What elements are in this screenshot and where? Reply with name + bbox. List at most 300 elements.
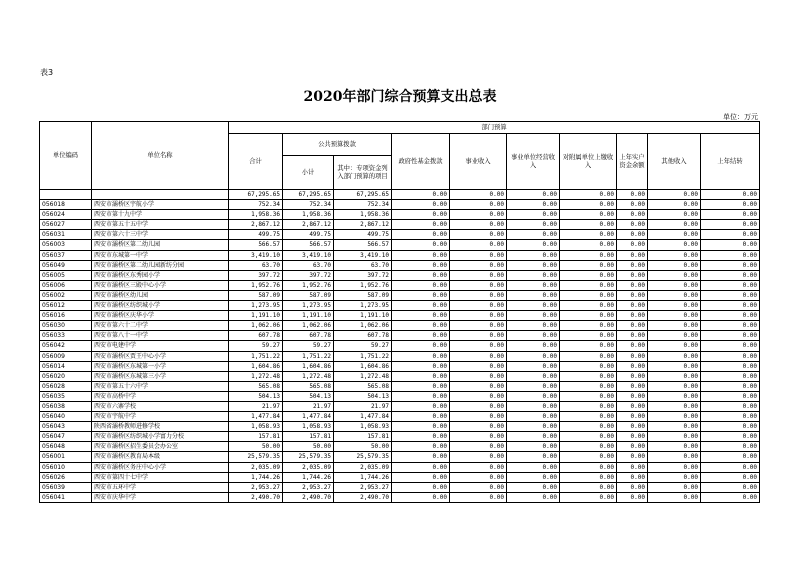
cell-prior-balance: 0.00 (617, 442, 648, 452)
cell-business-income: 0.00 (450, 462, 507, 472)
cell-gov-fund: 0.00 (392, 331, 450, 341)
cell-subordinate-income: 0.00 (560, 240, 617, 250)
cell-unit-code: 056001 (40, 452, 92, 462)
cell-included-special: 3,419.10 (334, 250, 392, 260)
cell-unit-name: 西安市灞桥区第二幼儿园 (92, 240, 229, 250)
cell-unit-name: 西安市宇航中学 (92, 412, 229, 422)
cell-total: 1,062.06 (229, 321, 283, 331)
cell-total: 157.81 (229, 432, 283, 442)
cell-carryover: 0.00 (701, 371, 760, 381)
cell-operating-income: 0.00 (507, 190, 560, 200)
cell-total: 504.13 (229, 391, 283, 401)
cell-business-income: 0.00 (450, 432, 507, 442)
header-operating-income: 事业单位经营收入 (507, 134, 560, 190)
cell-operating-income: 0.00 (507, 422, 560, 432)
cell-included-special: 1,477.84 (334, 412, 392, 422)
cell-operating-income: 0.00 (507, 361, 560, 371)
cell-unit-code: 056024 (40, 210, 92, 220)
cell-other-income: 0.00 (648, 462, 701, 472)
cell-unit-code: 056039 (40, 482, 92, 492)
cell-business-income: 0.00 (450, 351, 507, 361)
cell-included-special: 397.72 (334, 270, 392, 280)
cell-subtotal: 587.09 (283, 290, 334, 300)
cell-gov-fund: 0.00 (392, 200, 450, 210)
cell-prior-balance: 0.00 (617, 341, 648, 351)
cell-subordinate-income: 0.00 (560, 280, 617, 290)
cell-included-special: 1,062.06 (334, 321, 392, 331)
cell-unit-code: 056042 (40, 341, 92, 351)
cell-included-special: 50.00 (334, 442, 392, 452)
cell-other-income: 0.00 (648, 432, 701, 442)
cell-subordinate-income: 0.00 (560, 250, 617, 260)
cell-carryover: 0.00 (701, 391, 760, 401)
cell-prior-balance: 0.00 (617, 230, 648, 240)
cell-subtotal: 566.57 (283, 240, 334, 250)
cell-other-income: 0.00 (648, 190, 701, 200)
cell-unit-code: 056018 (40, 200, 92, 210)
cell-business-income: 0.00 (450, 210, 507, 220)
cell-subordinate-income: 0.00 (560, 270, 617, 280)
cell-subtotal: 157.81 (283, 432, 334, 442)
cell-unit-name: 西安市灞桥区东城第三小学 (92, 371, 229, 381)
table-row (40, 311, 760, 321)
table-row (40, 412, 760, 422)
cell-carryover: 0.00 (701, 220, 760, 230)
cell-included-special: 1,744.26 (334, 472, 392, 482)
cell-operating-income: 0.00 (507, 341, 560, 351)
cell-operating-income: 0.00 (507, 401, 560, 411)
cell-carryover: 0.00 (701, 301, 760, 311)
cell-total: 2,490.70 (229, 492, 283, 502)
cell-unit-code: 056006 (40, 280, 92, 290)
cell-subordinate-income: 0.00 (560, 301, 617, 311)
cell-carryover: 0.00 (701, 462, 760, 472)
cell-business-income: 0.00 (450, 200, 507, 210)
cell-included-special: 59.27 (334, 341, 392, 351)
cell-included-special: 25,579.35 (334, 452, 392, 462)
cell-other-income: 0.00 (648, 311, 701, 321)
cell-subordinate-income: 0.00 (560, 290, 617, 300)
cell-gov-fund: 0.00 (392, 351, 450, 361)
cell-subordinate-income: 0.00 (560, 381, 617, 391)
cell-business-income: 0.00 (450, 240, 507, 250)
cell-total: 59.27 (229, 341, 283, 351)
cell-subordinate-income: 0.00 (560, 472, 617, 482)
cell-operating-income: 0.00 (507, 210, 560, 220)
cell-total: 752.34 (229, 200, 283, 210)
table-row (40, 190, 760, 200)
cell-unit-name: 西安市第十九中学 (92, 210, 229, 220)
cell-unit-name: 西安市第六十三中学 (92, 230, 229, 240)
cell-gov-fund: 0.00 (392, 371, 450, 381)
table-row (40, 270, 760, 280)
cell-gov-fund: 0.00 (392, 260, 450, 270)
cell-gov-fund: 0.00 (392, 290, 450, 300)
cell-total: 1,272.48 (229, 371, 283, 381)
cell-subtotal: 499.75 (283, 230, 334, 240)
cell-unit-code: 056031 (40, 230, 92, 240)
cell-prior-balance: 0.00 (617, 492, 648, 502)
cell-subordinate-income: 0.00 (560, 462, 617, 472)
table-row (40, 220, 760, 230)
cell-unit-code: 056033 (40, 331, 92, 341)
cell-included-special: 2,490.70 (334, 492, 392, 502)
cell-included-special: 752.34 (334, 200, 392, 210)
cell-unit-name: 西安市灞桥区庆华小学 (92, 311, 229, 321)
cell-gov-fund: 0.00 (392, 361, 450, 371)
cell-operating-income: 0.00 (507, 280, 560, 290)
cell-gov-fund: 0.00 (392, 341, 450, 351)
cell-other-income: 0.00 (648, 260, 701, 270)
cell-unit-name: 西安市第六十二中学 (92, 321, 229, 331)
cell-carryover: 0.00 (701, 401, 760, 411)
cell-subtotal: 50.00 (283, 442, 334, 452)
cell-included-special: 67,295.65 (334, 190, 392, 200)
cell-unit-code: 056027 (40, 220, 92, 230)
cell-business-income: 0.00 (450, 270, 507, 280)
cell-subordinate-income: 0.00 (560, 351, 617, 361)
cell-subtotal: 1,952.76 (283, 280, 334, 290)
cell-subordinate-income: 0.00 (560, 422, 617, 432)
cell-unit-code: 056014 (40, 361, 92, 371)
cell-other-income: 0.00 (648, 200, 701, 210)
table-row (40, 422, 760, 432)
cell-subtotal: 607.78 (283, 331, 334, 341)
cell-prior-balance: 0.00 (617, 321, 648, 331)
cell-included-special: 1,958.36 (334, 210, 392, 220)
cell-unit-name: 西安市第四十七中学 (92, 472, 229, 482)
cell-carryover: 0.00 (701, 472, 760, 482)
cell-prior-balance: 0.00 (617, 462, 648, 472)
cell-subtotal: 59.27 (283, 341, 334, 351)
cell-included-special: 1,273.95 (334, 301, 392, 311)
cell-other-income: 0.00 (648, 381, 701, 391)
cell-unit-name: 西安市灞桥区东秀园小学 (92, 270, 229, 280)
table-body (40, 190, 760, 503)
cell-operating-income: 0.00 (507, 391, 560, 401)
table-row (40, 240, 760, 250)
cell-operating-income: 0.00 (507, 301, 560, 311)
cell-operating-income: 0.00 (507, 482, 560, 492)
table-row (40, 391, 760, 401)
table-row (40, 301, 760, 311)
cell-total: 607.78 (229, 331, 283, 341)
cell-gov-fund: 0.00 (392, 190, 450, 200)
cell-unit-code: 056043 (40, 422, 92, 432)
cell-operating-income: 0.00 (507, 331, 560, 341)
cell-subtotal: 2,867.12 (283, 220, 334, 230)
table-row (40, 492, 760, 502)
table-row (40, 432, 760, 442)
cell-subordinate-income: 0.00 (560, 391, 617, 401)
cell-gov-fund: 0.00 (392, 401, 450, 411)
table-row (40, 401, 760, 411)
cell-total: 25,579.35 (229, 452, 283, 462)
cell-unit-code: 056028 (40, 381, 92, 391)
cell-prior-balance: 0.00 (617, 311, 648, 321)
cell-unit-code: 056005 (40, 270, 92, 280)
table-row (40, 371, 760, 381)
cell-subordinate-income: 0.00 (560, 482, 617, 492)
cell-operating-income: 0.00 (507, 371, 560, 381)
cell-included-special: 63.70 (334, 260, 392, 270)
cell-total: 2,953.27 (229, 482, 283, 492)
cell-carryover: 0.00 (701, 331, 760, 341)
cell-business-income: 0.00 (450, 401, 507, 411)
cell-unit-name: 陕西省灞桥教师进修学校 (92, 422, 229, 432)
cell-prior-balance: 0.00 (617, 260, 648, 270)
table-row (40, 260, 760, 270)
header-dept-budget: 部门预算 (229, 122, 760, 134)
cell-unit-name: 西安市灞桥区第二幼儿园新纺分园 (92, 260, 229, 270)
page-title: 2020年部门综合预算支出总表 (303, 89, 497, 105)
cell-prior-balance: 0.00 (617, 200, 648, 210)
cell-gov-fund: 0.00 (392, 492, 450, 502)
table-row (40, 331, 760, 341)
cell-other-income: 0.00 (648, 301, 701, 311)
cell-other-income: 0.00 (648, 472, 701, 482)
cell-prior-balance: 0.00 (617, 270, 648, 280)
cell-subordinate-income: 0.00 (560, 210, 617, 220)
cell-other-income: 0.00 (648, 341, 701, 351)
cell-unit-name: 西安市第五十六中学 (92, 381, 229, 391)
table-row (40, 351, 760, 361)
cell-unit-name: 西安市灞桥区纺织城小学富力分校 (92, 432, 229, 442)
budget-table (39, 121, 760, 503)
cell-total: 1,273.95 (229, 301, 283, 311)
cell-total: 397.72 (229, 270, 283, 280)
cell-subordinate-income: 0.00 (560, 492, 617, 502)
cell-included-special: 2,953.27 (334, 482, 392, 492)
table-row (40, 250, 760, 260)
cell-unit-code (40, 190, 92, 200)
cell-operating-income: 0.00 (507, 412, 560, 422)
cell-total: 1,604.86 (229, 361, 283, 371)
cell-prior-balance: 0.00 (617, 422, 648, 432)
cell-prior-balance: 0.00 (617, 452, 648, 462)
header-unit-code: 单位编码 (40, 122, 92, 190)
cell-subordinate-income: 0.00 (560, 371, 617, 381)
cell-included-special: 587.09 (334, 290, 392, 300)
cell-unit-name: 西安市灞桥区宇航小学 (92, 200, 229, 210)
cell-other-income: 0.00 (648, 351, 701, 361)
cell-unit-name: 西安市第八十一中学 (92, 331, 229, 341)
cell-other-income: 0.00 (648, 422, 701, 432)
cell-other-income: 0.00 (648, 371, 701, 381)
cell-prior-balance: 0.00 (617, 290, 648, 300)
cell-other-income: 0.00 (648, 442, 701, 452)
cell-included-special: 1,952.76 (334, 280, 392, 290)
cell-included-special: 499.75 (334, 230, 392, 240)
cell-total: 63.70 (229, 260, 283, 270)
cell-gov-fund: 0.00 (392, 442, 450, 452)
cell-included-special: 1,191.10 (334, 311, 392, 321)
cell-unit-name: 西安市灞桥区东城第一小学 (92, 361, 229, 371)
cell-subtotal: 1,477.84 (283, 412, 334, 422)
cell-prior-balance: 0.00 (617, 280, 648, 290)
cell-subtotal: 1,272.48 (283, 371, 334, 381)
cell-operating-income: 0.00 (507, 230, 560, 240)
cell-unit-name: 西安市电建中学 (92, 341, 229, 351)
cell-prior-balance: 0.00 (617, 210, 648, 220)
cell-carryover: 0.00 (701, 190, 760, 200)
cell-other-income: 0.00 (648, 210, 701, 220)
cell-total: 3,419.10 (229, 250, 283, 260)
cell-unit-code: 056038 (40, 401, 92, 411)
cell-other-income: 0.00 (648, 280, 701, 290)
cell-business-income: 0.00 (450, 442, 507, 452)
cell-operating-income: 0.00 (507, 220, 560, 230)
cell-prior-balance: 0.00 (617, 351, 648, 361)
cell-subtotal: 752.34 (283, 200, 334, 210)
cell-included-special: 1,604.86 (334, 361, 392, 371)
table-row (40, 290, 760, 300)
cell-gov-fund: 0.00 (392, 270, 450, 280)
cell-gov-fund: 0.00 (392, 462, 450, 472)
cell-other-income: 0.00 (648, 321, 701, 331)
cell-subordinate-income: 0.00 (560, 361, 617, 371)
cell-business-income: 0.00 (450, 301, 507, 311)
cell-unit-code: 056035 (40, 391, 92, 401)
cell-gov-fund: 0.00 (392, 432, 450, 442)
cell-subtotal: 504.13 (283, 391, 334, 401)
cell-included-special: 1,751.22 (334, 351, 392, 361)
cell-subordinate-income: 0.00 (560, 190, 617, 200)
cell-operating-income: 0.00 (507, 260, 560, 270)
cell-unit-code: 056026 (40, 472, 92, 482)
cell-subtotal: 1,058.93 (283, 422, 334, 432)
cell-operating-income: 0.00 (507, 240, 560, 250)
cell-subordinate-income: 0.00 (560, 331, 617, 341)
cell-business-income: 0.00 (450, 190, 507, 200)
cell-gov-fund: 0.00 (392, 321, 450, 331)
header-subtotal: 小计 (283, 156, 334, 190)
cell-operating-income: 0.00 (507, 452, 560, 462)
table-row (40, 462, 760, 472)
cell-carryover: 0.00 (701, 311, 760, 321)
cell-other-income: 0.00 (648, 250, 701, 260)
cell-total: 1,952.76 (229, 280, 283, 290)
table-row (40, 482, 760, 492)
cell-prior-balance: 0.00 (617, 371, 648, 381)
cell-unit-name: 西安市灞桥区教育局本级 (92, 452, 229, 462)
cell-gov-fund: 0.00 (392, 220, 450, 230)
cell-business-income: 0.00 (450, 492, 507, 502)
cell-carryover: 0.00 (701, 412, 760, 422)
cell-subtotal: 21.97 (283, 401, 334, 411)
cell-included-special: 21.97 (334, 401, 392, 411)
cell-business-income: 0.00 (450, 311, 507, 321)
cell-gov-fund: 0.00 (392, 452, 450, 462)
cell-gov-fund: 0.00 (392, 412, 450, 422)
cell-subtotal: 1,273.95 (283, 301, 334, 311)
cell-business-income: 0.00 (450, 381, 507, 391)
cell-unit-name: 西安市高桥中学 (92, 391, 229, 401)
cell-total: 565.08 (229, 381, 283, 391)
cell-business-income: 0.00 (450, 250, 507, 260)
cell-prior-balance: 0.00 (617, 391, 648, 401)
cell-total: 499.75 (229, 230, 283, 240)
cell-subtotal: 1,958.36 (283, 210, 334, 220)
cell-unit-name: 西安市六寨学校 (92, 401, 229, 411)
cell-business-income: 0.00 (450, 260, 507, 270)
cell-gov-fund: 0.00 (392, 210, 450, 220)
cell-business-income: 0.00 (450, 280, 507, 290)
unit-label: 单位：万元 (723, 113, 758, 121)
cell-unit-name (92, 190, 229, 200)
table-row (40, 280, 760, 290)
cell-gov-fund: 0.00 (392, 240, 450, 250)
table-number-label: 表3 (40, 68, 54, 77)
cell-other-income: 0.00 (648, 270, 701, 280)
cell-business-income: 0.00 (450, 341, 507, 351)
cell-subordinate-income: 0.00 (560, 200, 617, 210)
cell-subordinate-income: 0.00 (560, 341, 617, 351)
cell-subtotal: 1,604.86 (283, 361, 334, 371)
cell-subordinate-income: 0.00 (560, 412, 617, 422)
cell-operating-income: 0.00 (507, 492, 560, 502)
cell-unit-code: 056012 (40, 301, 92, 311)
cell-carryover: 0.00 (701, 482, 760, 492)
cell-prior-balance: 0.00 (617, 412, 648, 422)
header-prior-balance: 上年实户资金余额 (617, 134, 648, 190)
cell-other-income: 0.00 (648, 220, 701, 230)
cell-prior-balance: 0.00 (617, 240, 648, 250)
header-total: 合计 (229, 134, 283, 190)
cell-carryover: 0.00 (701, 240, 760, 250)
cell-included-special: 566.57 (334, 240, 392, 250)
cell-carryover: 0.00 (701, 210, 760, 220)
cell-unit-code: 056003 (40, 240, 92, 250)
cell-unit-name: 西安市灞桥区三殿中心小学 (92, 280, 229, 290)
cell-other-income: 0.00 (648, 240, 701, 250)
cell-included-special: 1,272.48 (334, 371, 392, 381)
cell-total: 1,958.36 (229, 210, 283, 220)
cell-total: 1,058.93 (229, 422, 283, 432)
cell-total: 1,751.22 (229, 351, 283, 361)
cell-unit-name: 西安市灞桥区贾王中心小学 (92, 351, 229, 361)
cell-unit-code: 056037 (40, 250, 92, 260)
cell-carryover: 0.00 (701, 321, 760, 331)
cell-carryover: 0.00 (701, 381, 760, 391)
header-carryover: 上年结转 (701, 134, 760, 190)
cell-carryover: 0.00 (701, 432, 760, 442)
cell-unit-code: 056016 (40, 311, 92, 321)
cell-business-income: 0.00 (450, 331, 507, 341)
cell-total: 1,191.10 (229, 311, 283, 321)
cell-operating-income: 0.00 (507, 290, 560, 300)
cell-unit-code: 056041 (40, 492, 92, 502)
table-row (40, 321, 760, 331)
cell-operating-income: 0.00 (507, 200, 560, 210)
cell-prior-balance: 0.00 (617, 220, 648, 230)
cell-unit-name: 西安市灞桥区幼儿园 (92, 290, 229, 300)
cell-business-income: 0.00 (450, 391, 507, 401)
cell-gov-fund: 0.00 (392, 301, 450, 311)
cell-carryover: 0.00 (701, 492, 760, 502)
cell-included-special: 565.08 (334, 381, 392, 391)
cell-gov-fund: 0.00 (392, 311, 450, 321)
cell-gov-fund: 0.00 (392, 250, 450, 260)
table-row (40, 210, 760, 220)
cell-unit-code: 056048 (40, 442, 92, 452)
cell-unit-name: 西安市五环中学 (92, 482, 229, 492)
cell-prior-balance: 0.00 (617, 361, 648, 371)
cell-operating-income: 0.00 (507, 472, 560, 482)
cell-unit-code: 056002 (40, 290, 92, 300)
cell-operating-income: 0.00 (507, 462, 560, 472)
cell-subtotal: 67,295.65 (283, 190, 334, 200)
